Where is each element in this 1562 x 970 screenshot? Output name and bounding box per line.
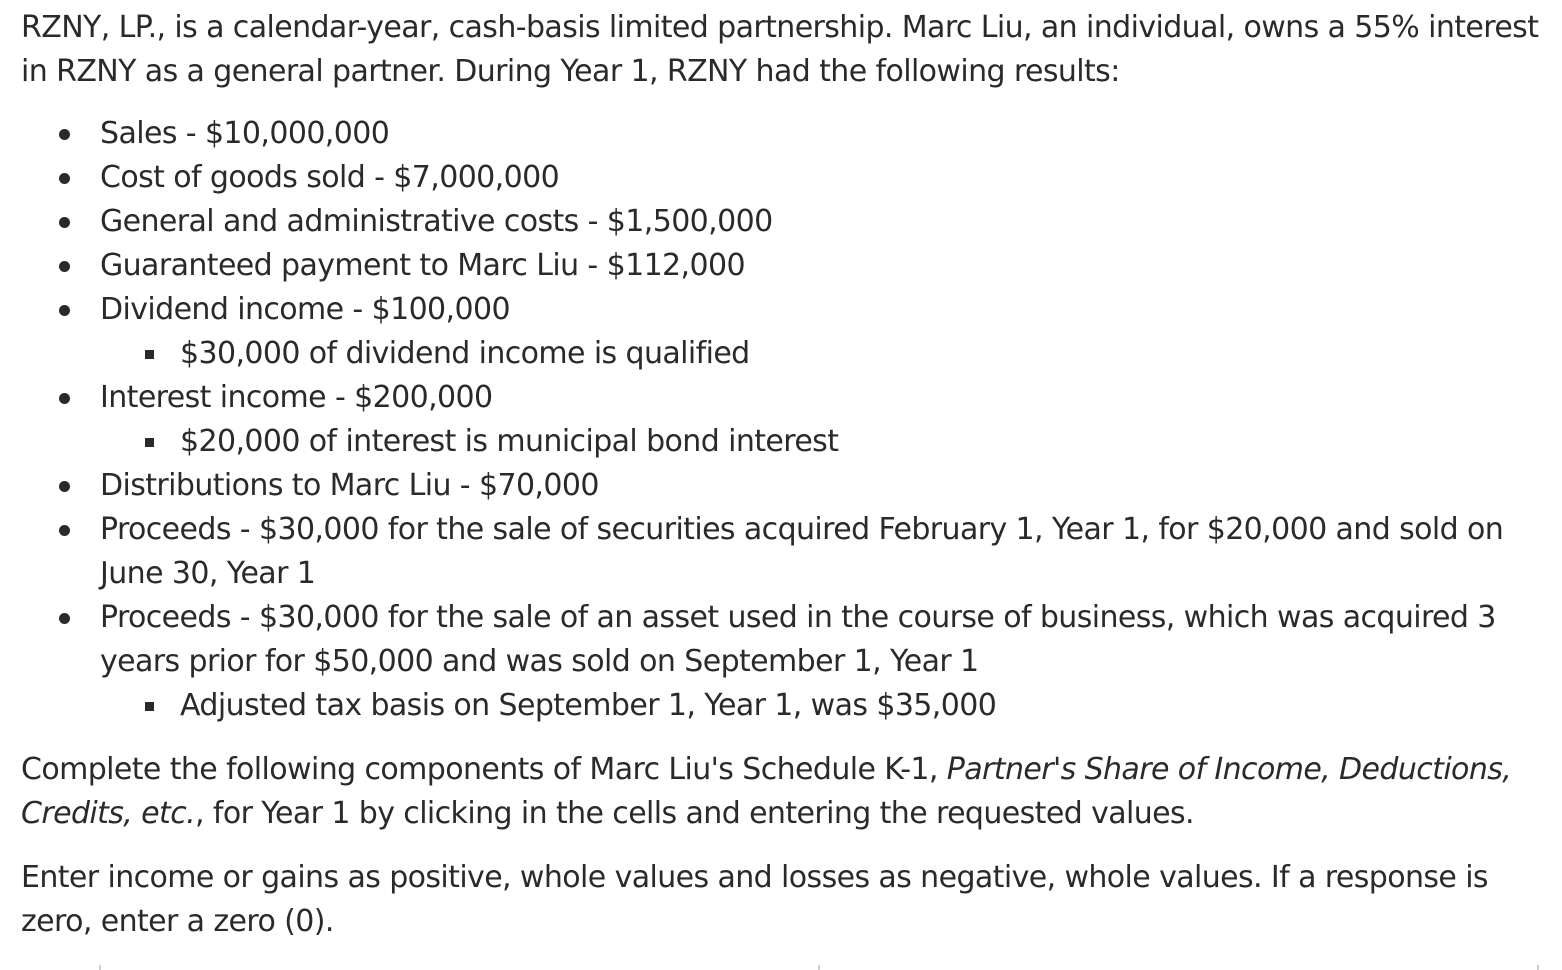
list-item: Distributions to Marc Liu - $70,000 [100, 464, 1551, 508]
question-content [21, 6, 1551, 944]
instructions-paragraph: Enter income or gains as positive, whole values and losses as negative, whole values. If a response is zero, enter a zero (0). [21, 860, 1488, 939]
sub-list-item: Adjusted tax basis on September 1, Year 1, was $35,000 [180, 684, 1551, 728]
list-item: Guaranteed payment to Marc Liu - $112,000 [100, 244, 1551, 288]
intro-paragraph: RZNY, LP., is a calendar-year, cash-basis limited partnership. Marc Liu, an individual, owns a 55% interest in RZNY as a general partner. During Year 1, RZNY had the following results: [21, 10, 1539, 89]
table-edge-mark [99, 965, 101, 970]
table-edge-mark [1537, 965, 1539, 970]
table-edge-mark [818, 965, 820, 970]
sub-list-item: $20,000 of interest is municipal bond interest [180, 420, 1551, 464]
sub-list-item: $30,000 of dividend income is qualified [180, 332, 1551, 376]
list-item: Proceeds - $30,000 for the sale of securities acquired February 1, Year 1, for $20,000 and sold on June 30, Year 1 [100, 508, 1551, 596]
form-title: Partner's Share of Income, Deductions, Credits, etc. [21, 752, 1512, 831]
list-item: Interest income - $200,000 $20,000 of interest is municipal bond interest [100, 376, 1551, 464]
sub-list [100, 420, 1551, 464]
list-item: Cost of goods sold - $7,000,000 [100, 156, 1551, 200]
sub-list [100, 332, 1551, 376]
task-paragraph: Complete the following components of Marc Liu's Schedule K-1, Partner's Share of Income, Deductions, Credits, etc., for Year 1 by clicking in the cells and entering the requested values. [21, 752, 1512, 831]
list-item: Sales - $10,000,000 [100, 112, 1551, 156]
sub-list [100, 684, 1551, 728]
list-item: Dividend income - $100,000 $30,000 of dividend income is qualified [100, 288, 1551, 376]
results-list [21, 112, 1551, 728]
list-item: Proceeds - $30,000 for the sale of an asset used in the course of business, which was acquired 3 years prior for $50,000 and was sold on September 1, Year 1 Adjusted tax basis on September 1, Year 1, was $35,000 [100, 596, 1551, 728]
list-item: General and administrative costs - $1,500,000 [100, 200, 1551, 244]
